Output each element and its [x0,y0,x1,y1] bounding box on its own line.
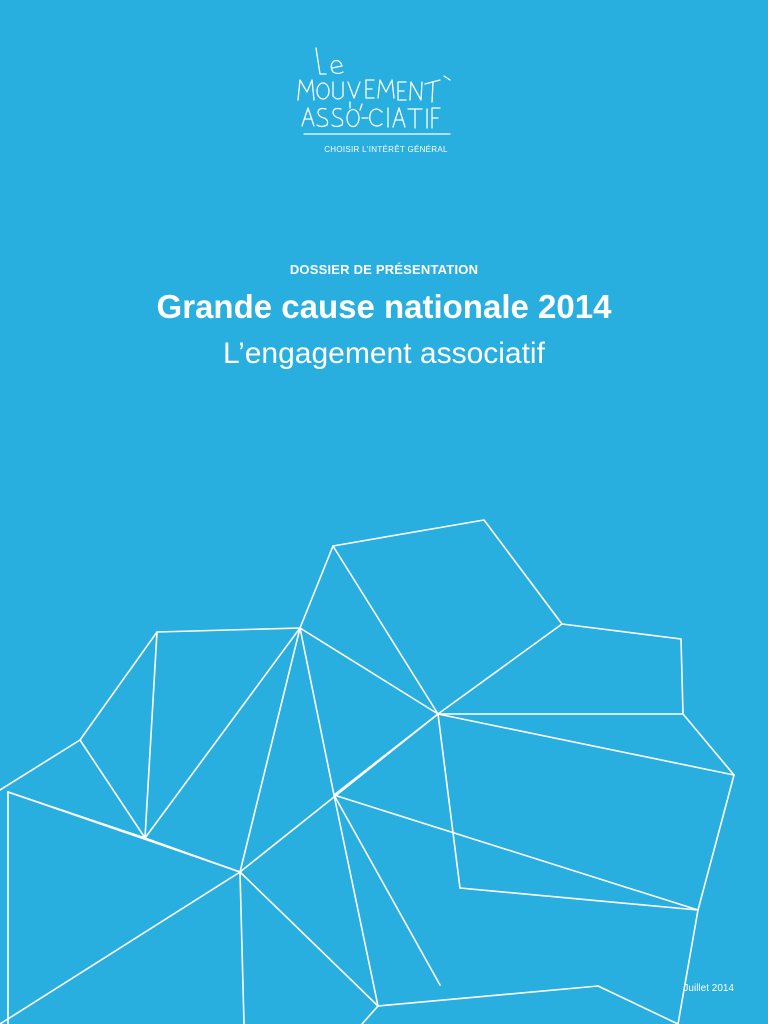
document-kicker: DOSSIER DE PRÉSENTATION [289,262,479,277]
page-title: Grande cause nationale 2014 [156,288,612,325]
logo-tagline: CHOISIR L'INTÉRÊT GÉNÉRAL [324,145,448,154]
page-subtitle: L’engagement associatif [223,337,545,370]
publication-date: Juillet 2014 [683,983,734,994]
